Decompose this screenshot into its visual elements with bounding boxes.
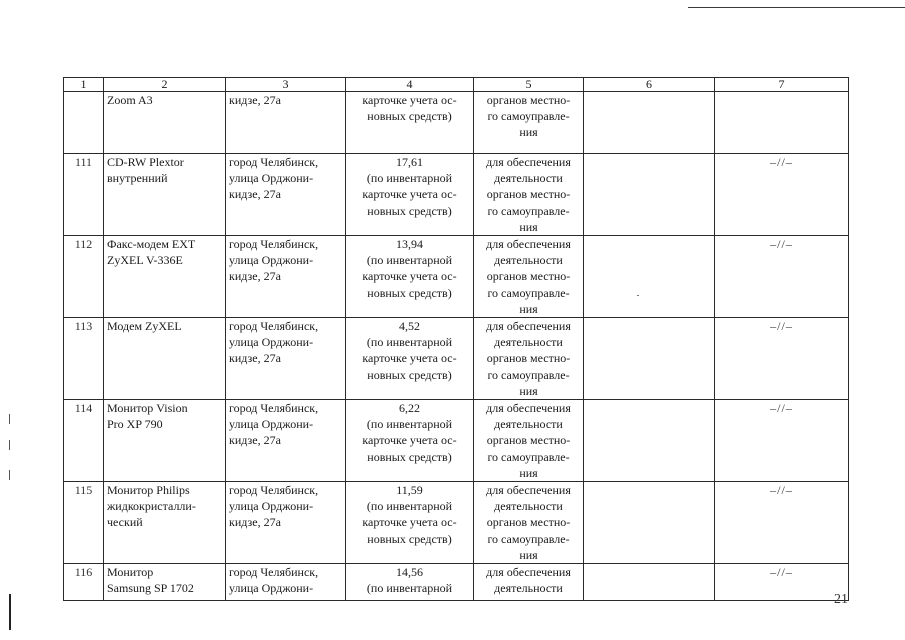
item-cost: карточке учета ос- новных средств) <box>362 93 457 124</box>
page-number: 21 <box>834 592 848 607</box>
item-name: Факс-модем EXT ZyXEL V-336E <box>107 237 196 268</box>
table-row <box>64 154 849 236</box>
row-number: 116 <box>74 565 93 580</box>
column-header-2: 2 <box>104 78 226 92</box>
item-name: Zoom A3 <box>107 93 153 107</box>
column-header-7: 7 <box>715 78 849 92</box>
column-7-cell <box>715 92 849 154</box>
column-header-5: 5 <box>474 78 584 92</box>
ditto-mark: –//– <box>770 565 793 580</box>
table-header-row <box>64 78 849 92</box>
item-cost: 11,59 (по инвентарной карточке учета ос- новных средств) <box>362 483 457 546</box>
item-purpose: для обеспечения деятельности органов местно- го самоуправле- ния <box>486 319 571 398</box>
item-name: CD-RW Plextor внутренний <box>107 155 184 186</box>
item-name: Модем ZyXEL <box>107 319 182 334</box>
row-number: 114 <box>74 401 93 416</box>
column-6-cell <box>584 92 715 154</box>
item-cost: 4,52 (по инвентарной карточке учета ос- новных средств) <box>362 319 457 382</box>
table-row-continuation <box>64 92 849 154</box>
item-purpose: для обеспечения деятельности органов местно- го самоуправле- ния <box>486 155 571 234</box>
item-cost: 13,94 (по инвентарной карточке учета ос- новных средств) <box>362 237 457 300</box>
item-address: кидзе, 27а <box>229 93 281 107</box>
item-address: город Челябинск, улица Орджони- кидзе, 27а <box>229 237 319 284</box>
item-purpose: для обеспечения деятельности <box>486 565 571 596</box>
table-row <box>64 482 849 564</box>
scan-artifact-mark <box>9 470 10 480</box>
table-row-partial <box>64 564 849 601</box>
column-header-6: 6 <box>584 78 715 92</box>
item-purpose: органов местно- го самоуправле- ния <box>486 93 571 140</box>
scan-artifact-mark <box>9 440 10 450</box>
item-purpose: для обеспечения деятельности органов местно- го самоуправле- ния <box>486 401 571 480</box>
row-number: 115 <box>74 483 93 498</box>
ditto-mark: –//– <box>770 401 793 416</box>
ditto-mark: –//– <box>770 155 793 169</box>
table-row <box>64 318 849 400</box>
table-row <box>64 236 849 318</box>
item-address: город Челябинск, улица Орджони- кидзе, 27а <box>229 483 319 530</box>
item-cost: 14,56 (по инвентарной <box>366 565 453 596</box>
item-purpose: для обеспечения деятельности органов местно- го самоуправле- ния <box>486 237 571 316</box>
column-header-4: 4 <box>346 78 474 92</box>
item-address: город Челябинск, улица Орджони- кидзе, 27а <box>229 401 319 448</box>
ditto-mark: –//– <box>770 483 793 498</box>
item-name: Монитор Samsung SP 1702 <box>107 565 194 596</box>
table-row <box>64 400 849 482</box>
item-address: город Челябинск, улица Орджони- кидзе, 27а <box>229 319 319 366</box>
item-name: Монитор Philips жидкокристалли- ческий <box>107 483 196 530</box>
row-number-cell <box>64 92 104 154</box>
ditto-mark: –//– <box>770 319 793 334</box>
row-number: 111 <box>74 155 93 169</box>
column-header-3: 3 <box>226 78 346 92</box>
inventory-table <box>63 77 849 601</box>
item-name: Монитор Vision Pro XP 790 <box>107 401 188 432</box>
item-address: город Челябинск, улица Орджони- <box>229 565 319 596</box>
scan-artifact-mark <box>9 414 10 424</box>
row-number: 112 <box>74 237 93 252</box>
column-header-1: 1 <box>64 78 104 92</box>
item-address: город Челябинск, улица Орджони- кидзе, 27а <box>229 155 319 202</box>
ditto-mark: –//– <box>770 237 793 252</box>
scan-artifact-mark <box>9 594 11 630</box>
row-number: 113 <box>74 319 93 334</box>
scan-artifact-line <box>688 7 905 8</box>
item-purpose: для обеспечения деятельности органов местно- го самоуправле- ния <box>486 483 571 562</box>
item-cost: 17,61 (по инвентарной карточке учета ос- новных средств) <box>362 155 457 218</box>
item-cost: 6,22 (по инвентарной карточке учета ос- новных средств) <box>362 401 457 464</box>
